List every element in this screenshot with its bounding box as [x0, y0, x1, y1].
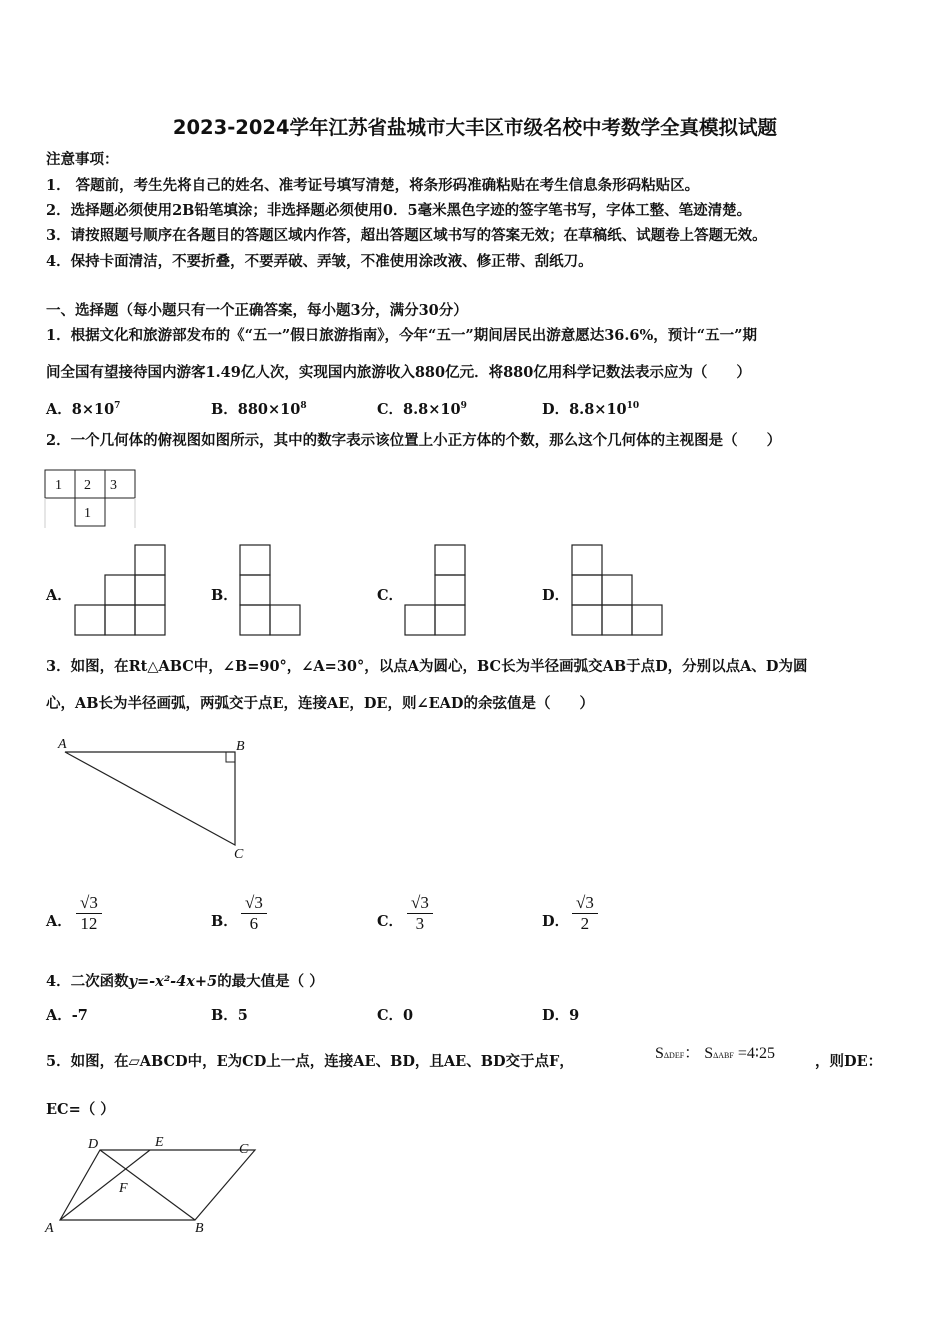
q1-text: 间全国有望接待国内游客1.49亿人次，实现国内旅游收入880亿元．将880亿用科学记数法表示应为（ ）: [46, 364, 751, 381]
q5-text: 5．如图，在▱ABCD中，E为CD上一点，连接AE、BD，且AE、BD交于点F，: [46, 1053, 574, 1070]
grid-cell: 1: [55, 478, 62, 493]
point-label: B: [195, 1221, 204, 1236]
point-label: A: [45, 1221, 54, 1236]
q3-option-b-fraction: $\frac{√3}{6}$: [241, 893, 267, 934]
q5-text-end: ，则DE：: [815, 1053, 883, 1070]
q5-text: EC=（ ）: [46, 1101, 115, 1118]
grid-cell: 1: [84, 506, 91, 521]
q3-option-a-label: A．: [46, 913, 72, 930]
point-label: C: [234, 847, 244, 862]
q1-text: 1．根据文化和旅游部发布的《“五一”假日旅游指南》，今年“五一”期间居民出游意愿达36.6%，预计“五一”期: [46, 327, 757, 344]
grid-cell: 3: [110, 478, 117, 493]
q1-option-d: D．$8.8\times 10^{10}$: [542, 401, 640, 418]
note-item: 1． 答题前，考生先将自己的姓名、准考证号填写清楚，将条形码准确粘贴在考生信息条形码粘贴区。: [46, 177, 700, 194]
q2-option-a-figure: [75, 545, 165, 635]
q2-option-c-figure: [405, 545, 465, 635]
q1-option-b: B．$880\times 10^8$: [211, 401, 307, 418]
note-item: 3．请按照题号顺序在各题目的答题区域内作答，超出答题区域书写的答案无效；在草稿纸、试题卷上答题无效。: [46, 227, 767, 244]
q2-option-a: A．: [46, 587, 72, 604]
q2-option-c: C．: [377, 587, 404, 604]
point-label: A: [58, 737, 67, 752]
q4-option-d: D．9: [542, 1007, 580, 1024]
point-label: F: [119, 1181, 128, 1196]
q5-parallelogram: [60, 1150, 255, 1220]
q3-triangle: [65, 752, 235, 845]
q3-text: 3．如图，在Rt△ABC中，∠B=90°，∠A=30°，以点A为圆心，BC长为半径画弧交AB于点D，分别以点A、D为圆: [46, 658, 808, 675]
q2-text: 2．一个几何体的俯视图如图所示，其中的数字表示该位置上小正方体的个数，那么这个几何体的主视图是（ ）: [46, 432, 782, 449]
q1-option-a: A．$8\times 10^7$: [46, 401, 121, 418]
page-title: 2023-2024学年江苏省盐城市大丰区市级名校中考数学全真模拟试题: [172, 116, 778, 139]
q1-option-c: C．$8.8\times 10^9$: [377, 401, 467, 418]
point-label: C: [239, 1142, 249, 1157]
q4-option-b: B．5: [211, 1007, 248, 1024]
q4-text: 4．二次函数y=-x²-4x+5的最大值是（ ）: [46, 973, 324, 990]
q2-option-d-figure: [572, 545, 662, 635]
point-label: B: [236, 739, 245, 754]
q3-option-d-label: D．: [542, 913, 570, 930]
point-label: E: [155, 1135, 164, 1150]
note-item: 2．选择题必须使用2B铅笔填涂；非选择题必须使用0．5毫米黑色字迹的签字笔书写，字体工整、笔迹清楚。: [46, 202, 752, 219]
grid-cell: 2: [84, 478, 91, 493]
q3-option-b-label: B．: [211, 913, 238, 930]
section-heading: 一、选择题（每小题只有一个正确答案，每小题3分，满分30分）: [46, 302, 468, 319]
q3-text: 心，AB长为半径画弧，两弧交于点E，连接AE，DE，则∠EAD的余弦值是（ ）: [46, 695, 595, 712]
q3-option-d-fraction: $\frac{√3}{2}$: [572, 893, 598, 934]
q3-option-c-fraction: $\frac{√3}{3}$: [407, 893, 433, 934]
q4-formula: y=-x²-4x+5: [128, 973, 218, 990]
point-label: D: [88, 1137, 99, 1152]
q4-option-c: C．0: [377, 1007, 414, 1024]
q4-option-a: A．-7: [46, 1007, 88, 1024]
notes-heading: 注意事项：: [46, 151, 119, 168]
q2-option-d: D．: [542, 587, 570, 604]
q3-option-c-label: C．: [377, 913, 404, 930]
q3-option-a-fraction: $\frac{√3}{12}$: [76, 893, 102, 934]
q5-area-ratio: SΔDEF： SΔABF =4∶25: [655, 1045, 775, 1062]
note-item: 4．保持卡面清洁，不要折叠，不要弄破、弄皱，不准使用涂改液、修正带、刮纸刀。: [46, 253, 593, 270]
q2-option-b-figure: [240, 545, 300, 635]
q2-option-b: B．: [211, 587, 238, 604]
